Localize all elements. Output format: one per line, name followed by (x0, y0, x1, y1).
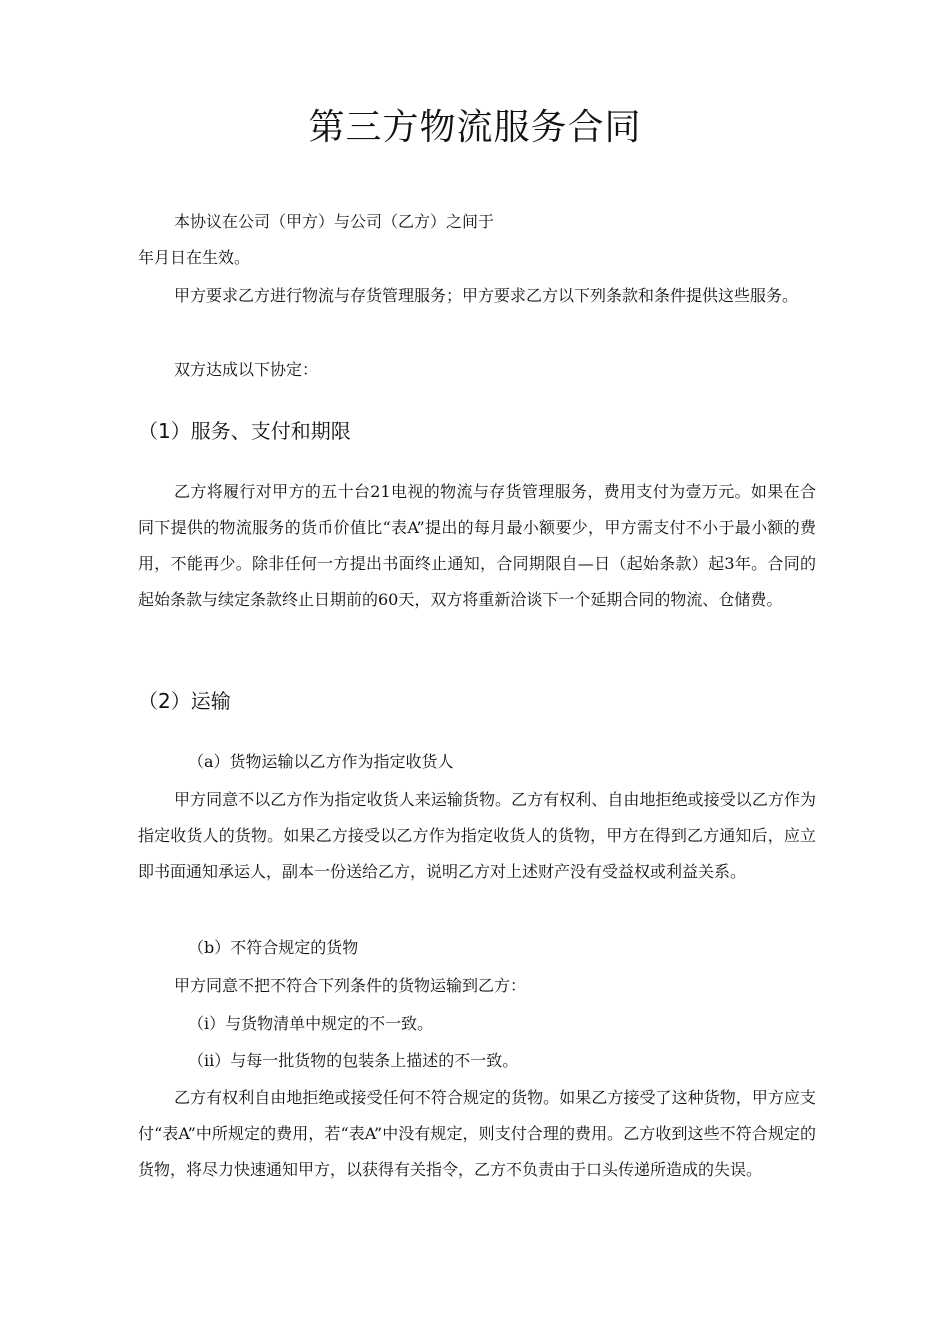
section-2b-body: 乙方有权利自由地拒绝或接受任何不符合规定的货物。如果乙方接受了这种货物，甲方应支付“表A”中所规定的费用，若“表A”中没有规定，则支付合理的费用。乙方收到这些不符合规定的货物，将尽力快速通知甲方，以获得有关指令，乙方不负责由于口头传递所造成的失误。 (138, 1088, 816, 1179)
section-2-heading: （2）运输 (138, 689, 231, 713)
intro-paragraph-2: 甲方要求乙方进行物流与存货管理服务；甲方要求乙方以下列条款和条件提供这些服务。 (174, 286, 799, 305)
section-2a-title: （a）货物运输以乙方作为指定收货人 (188, 752, 454, 771)
section-2a-body: 甲方同意不以乙方作为指定收货人来运输货物。乙方有权利、自由地拒绝或接受以乙方作为指定收货人的货物。如果乙方接受以乙方作为指定收货人的货物，甲方在得到乙方通知后，应立即书面通知承运人，副本一份送给乙方，说明乙方对上述财产没有受益权或利益关系。 (138, 790, 816, 881)
document-title: 第三方物流服务合同 (308, 107, 642, 148)
intro-line-2: 年月日在生效。 (138, 248, 251, 267)
section-2b-item-ii: （ii）与每一批货物的包装条上描述的不一致。 (188, 1051, 519, 1070)
intro-paragraph-3: 双方达成以下协定： (174, 360, 319, 379)
section-1-body: 乙方将履行对甲方的五十台21电视的物流与存货管理服务，费用支付为壹万元。如果在合同下提供的物流服务的货币价值比“表A”提出的每月最小额要少，甲方需支付不小于最小额的费用，不能再少。除非任何一方提出书面终止通知，合同期限自—日（起始条款）起3年。合同的起始条款与续定条款终止日期前的60天，双方将重新洽谈下一个延期合同的物流、仓储费。 (138, 482, 816, 609)
section-2b-item-i: （i）与货物清单中规定的不一致。 (188, 1014, 434, 1033)
intro-line-1: 本协议在公司（甲方）与公司（乙方）之间于 (174, 212, 495, 231)
section-2b-intro: 甲方同意不把不符合下列条件的货物运输到乙方： (174, 976, 527, 995)
section-1-heading: （1）服务、支付和期限 (138, 419, 351, 443)
section-2b-title: （b）不符合规定的货物 (188, 938, 359, 957)
